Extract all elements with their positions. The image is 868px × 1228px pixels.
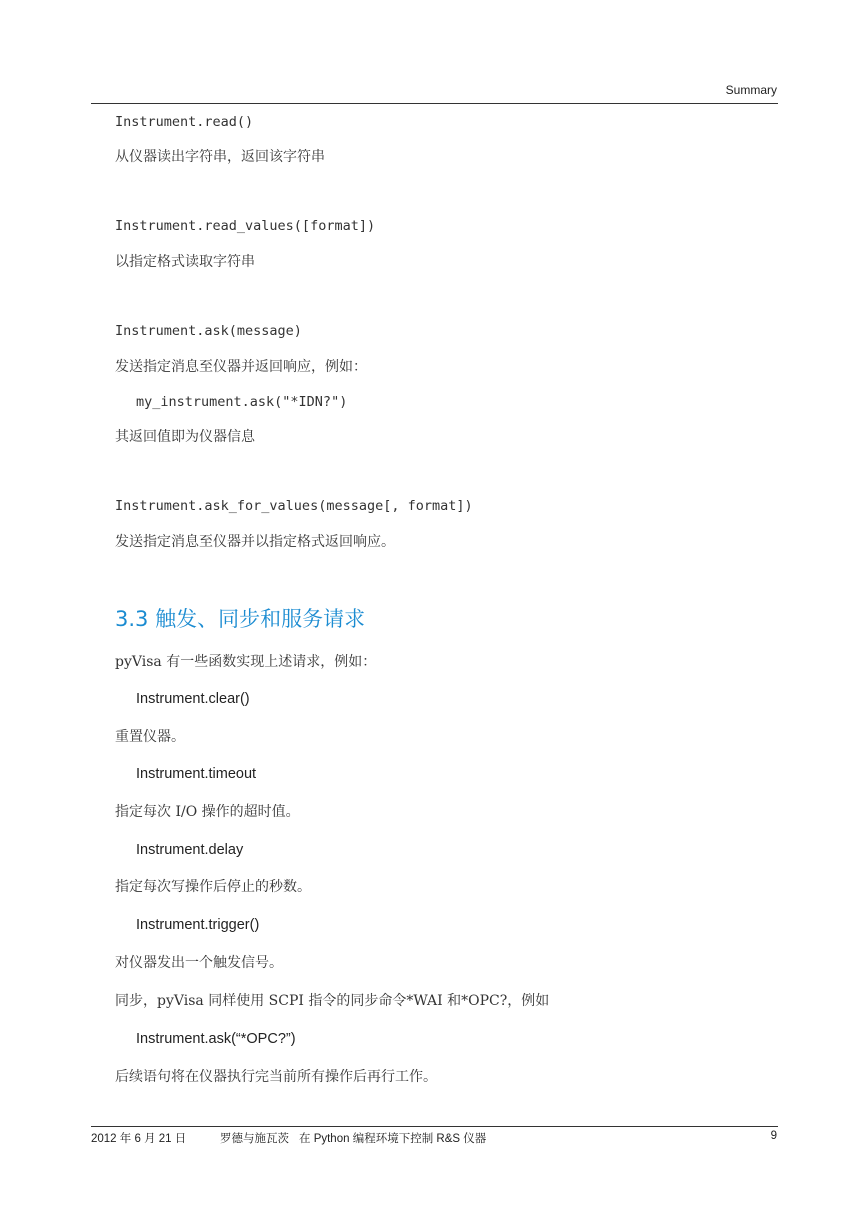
footer-rule [91,1126,778,1127]
timeout-signature: Instrument.timeout [136,766,257,782]
page-header-section: Summary [725,83,777,97]
timeout-description: 指定每次 I/O 操作的超时值。 [115,804,300,820]
footer-title: 在 Python 编程环境下控制 R&S 仪器 [299,1133,487,1145]
final-description: 后续语句将在仪器执行完当前所有操作后再行工作。 [115,1069,437,1085]
delay-signature: Instrument.delay [136,842,244,858]
read-signature: Instrument.read() [115,114,254,130]
ask-for-values-description: 发送指定消息至仪器并以指定格式返回响应。 [115,534,395,550]
section-heading: 3.3 触发、同步和服务请求 [115,607,366,631]
ask-signature: Instrument.ask(message) [115,323,302,339]
section-intro: pyVisa 有一些函数实现上述请求，例如： [115,654,377,670]
read-description: 从仪器读出字符串，返回该字符串 [115,149,325,165]
clear-signature: Instrument.clear() [136,691,250,707]
ask-description: 发送指定消息至仪器并返回响应，例如： [115,359,367,375]
read-values-signature: Instrument.read_values([format]) [115,218,376,234]
clear-description: 重置仪器。 [115,729,185,745]
footer-page-number: 9 [770,1130,777,1142]
sync-description: 同步，pyVisa 同样使用 SCPI 指令的同步命令*WAI 和*OPC?，例如 [115,993,550,1009]
header-rule [91,103,778,104]
footer-date: 2012 年 6 月 21 日 [91,1133,187,1145]
opc-example: Instrument.ask(“*OPC?”) [136,1031,296,1047]
read-values-description: 以指定格式读取字符串 [115,254,255,270]
ask-example: my_instrument.ask("*IDN?") [136,394,348,410]
trigger-signature: Instrument.trigger() [136,917,260,933]
trigger-description: 对仪器发出一个触发信号。 [115,955,283,971]
delay-description: 指定每次写操作后停止的秒数。 [115,879,311,895]
ask-for-values-signature: Instrument.ask_for_values(message[, format]) [115,498,473,514]
footer-company: 罗德与施瓦茨 [220,1133,289,1145]
ask-result: 其返回值即为仪器信息 [115,429,255,445]
